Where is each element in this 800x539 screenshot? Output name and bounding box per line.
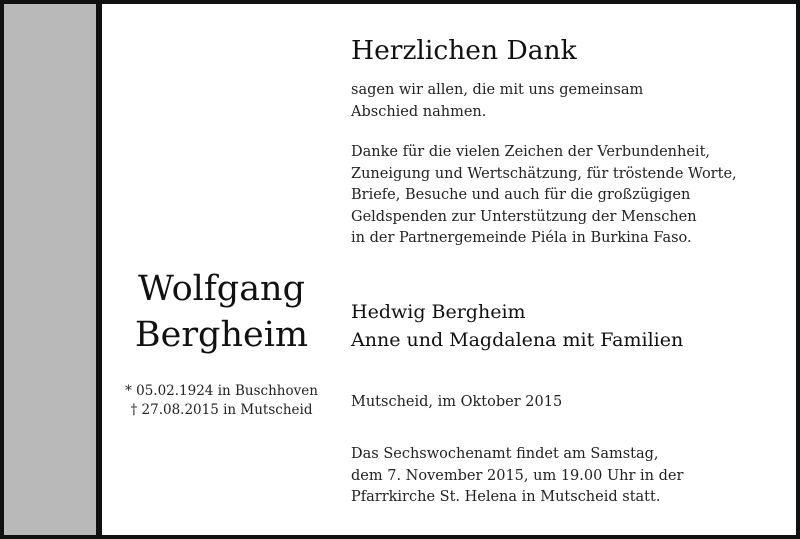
place-date: Mutscheid, im Oktober 2015	[351, 394, 563, 410]
signer-line: Hedwig Bergheim	[351, 301, 526, 323]
deceased-last-name: Bergheim	[134, 315, 309, 355]
thanks-paragraph	[351, 142, 737, 250]
service-paragraph	[351, 444, 683, 509]
mourning-gray-bar	[4, 4, 96, 535]
text-line: Briefe, Besuche und auch für die großzügigen	[351, 187, 691, 203]
intro-paragraph	[351, 80, 643, 123]
headline: Herzlichen Dank	[351, 35, 577, 66]
message-column	[351, 4, 791, 535]
death-date: † 27.08.2015 in Mutscheid	[130, 402, 313, 418]
text-line: Das Sechswochenamt findet am Samstag,	[351, 446, 659, 462]
deceased-first-name: Wolfgang	[137, 269, 306, 309]
text-line: Geldspenden zur Unterstützung der Menschen	[351, 208, 697, 225]
text-line: Abschied nahmen.	[351, 103, 487, 120]
text-line: dem 7. November 2015, um 19.00 Uhr in der	[351, 467, 684, 484]
text-line: Zuneigung und Wertschätzung, für tröstende Worte,	[351, 165, 737, 182]
text-line: Pfarrkirche St. Helena in Mutscheid statt.	[351, 489, 661, 505]
signer-line: Anne und Magdalena mit Familien	[351, 329, 684, 351]
black-divider-line	[96, 4, 102, 535]
signers	[351, 298, 683, 354]
life-dates	[104, 382, 339, 420]
birth-date: * 05.02.1924 in Buschhoven	[125, 383, 318, 399]
text-line: in der Partnergemeinde Piéla in Burkina Faso.	[351, 230, 692, 246]
deceased-column	[104, 4, 339, 535]
text-line: Danke für die vielen Zeichen der Verbundenheit,	[351, 144, 711, 160]
deceased-name	[104, 266, 339, 358]
text-line: sagen wir allen, die mit uns gemeinsam	[351, 82, 644, 98]
